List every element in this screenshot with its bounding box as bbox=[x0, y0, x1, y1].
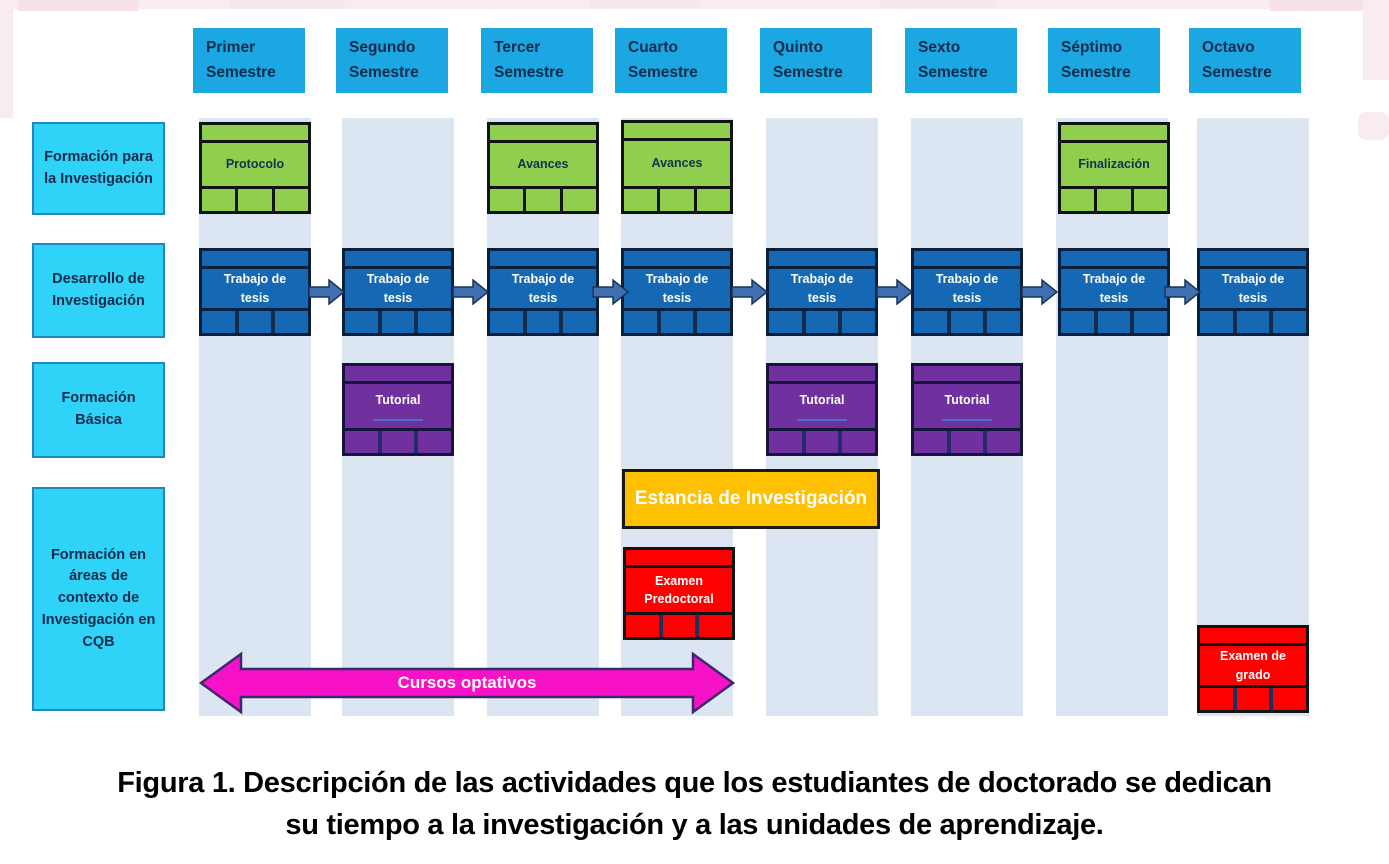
course-box-tutorial-2 bbox=[766, 363, 878, 456]
module-cells bbox=[1061, 186, 1167, 211]
module-top-strip bbox=[914, 366, 1020, 384]
flow-arrow-icon bbox=[452, 278, 490, 306]
background-decoration bbox=[590, 0, 700, 8]
course-box-tesis-8 bbox=[1197, 248, 1309, 336]
cursos-optativos-arrow bbox=[197, 650, 737, 716]
module-top-strip bbox=[1061, 125, 1167, 143]
semester-header-line: Tercer bbox=[494, 39, 541, 56]
semester-header-7 bbox=[1048, 28, 1160, 93]
module-top-strip bbox=[202, 125, 308, 143]
semester-header-2 bbox=[336, 28, 448, 93]
semester-header-line: Semestre bbox=[1202, 63, 1272, 81]
module-top-strip bbox=[769, 251, 875, 269]
course-label: Tutorial bbox=[944, 392, 990, 407]
semester-header-5 bbox=[760, 28, 872, 93]
module-cells bbox=[624, 308, 730, 333]
module-top-strip bbox=[624, 251, 730, 269]
flow-arrow-icon bbox=[731, 278, 769, 306]
module-cells bbox=[769, 308, 875, 333]
row-label-formacion-investigacion: Formación para la Investigación bbox=[32, 122, 165, 215]
course-label: Protocolo bbox=[225, 157, 285, 172]
background-decoration bbox=[1358, 112, 1389, 140]
row-label-formacion-basica: Formación Básica bbox=[32, 362, 165, 458]
course-label: Examen Predoctoral bbox=[644, 573, 714, 606]
module-cells bbox=[490, 186, 596, 211]
underline-decoration bbox=[942, 419, 992, 421]
module-top-strip bbox=[626, 550, 732, 568]
module-cells bbox=[202, 308, 308, 333]
semester-header-line: Octavo bbox=[1202, 39, 1255, 56]
background-decoration bbox=[0, 0, 13, 118]
background-decoration bbox=[230, 0, 345, 9]
flow-arrow-icon bbox=[592, 278, 630, 306]
semester-header-line: Semestre bbox=[628, 63, 698, 81]
flow-arrow-icon bbox=[308, 278, 346, 306]
module-cells bbox=[914, 308, 1020, 333]
course-box-finalizacion bbox=[1058, 122, 1170, 214]
module-top-strip bbox=[490, 251, 596, 269]
course-label: Trabajo de tesis bbox=[645, 272, 709, 305]
course-label: Trabajo de tesis bbox=[366, 272, 430, 305]
course-label: Trabajo de tesis bbox=[1082, 272, 1146, 305]
underline-decoration bbox=[373, 419, 423, 421]
module-top-strip bbox=[490, 125, 596, 143]
semester-header-line: Semestre bbox=[349, 63, 419, 81]
course-label: Trabajo de tesis bbox=[935, 272, 999, 305]
semester-header-1 bbox=[193, 28, 305, 93]
course-label: Examen de grado bbox=[1219, 649, 1286, 682]
semester-header-line: Semestre bbox=[773, 63, 843, 81]
module-top-strip bbox=[345, 366, 451, 384]
course-box-avances-2 bbox=[621, 120, 733, 214]
course-box-tesis-6 bbox=[911, 248, 1023, 336]
course-label: Trabajo de tesis bbox=[223, 272, 287, 305]
course-box-tesis-4 bbox=[621, 248, 733, 336]
course-label: Trabajo de tesis bbox=[511, 272, 575, 305]
semester-header-8 bbox=[1189, 28, 1301, 93]
module-cells bbox=[1200, 685, 1306, 710]
semester-header-line: Quinto bbox=[773, 39, 823, 56]
module-cells bbox=[1200, 308, 1306, 333]
module-cells bbox=[202, 186, 308, 211]
course-label: Trabajo de tesis bbox=[790, 272, 854, 305]
semester-header-line: Séptimo bbox=[1061, 39, 1123, 56]
module-cells bbox=[624, 186, 730, 211]
course-box-avances-1 bbox=[487, 122, 599, 214]
course-label-wrap bbox=[345, 384, 451, 428]
semester-header-line: Semestre bbox=[1061, 63, 1131, 81]
flow-arrow-icon bbox=[876, 278, 914, 306]
figure-caption bbox=[0, 762, 1389, 846]
course-box-tesis-2 bbox=[342, 248, 454, 336]
course-label: Finalización bbox=[1078, 157, 1150, 172]
figure-caption-line-2: su tiempo a la investigación y a las unidades de aprendizaje. bbox=[285, 809, 1104, 841]
course-box-estancia: Estancia de Investigación bbox=[622, 469, 880, 529]
underline-decoration bbox=[797, 419, 847, 421]
course-label: Trabajo de tesis bbox=[1221, 272, 1285, 305]
module-cells bbox=[345, 308, 451, 333]
semester-header-3 bbox=[481, 28, 593, 93]
module-cells bbox=[769, 428, 875, 453]
module-cells bbox=[345, 428, 451, 453]
course-box-examen-predoctoral bbox=[623, 547, 735, 640]
semester-header-4 bbox=[615, 28, 727, 93]
course-box-tesis-5 bbox=[766, 248, 878, 336]
module-top-strip bbox=[769, 366, 875, 384]
module-top-strip bbox=[202, 251, 308, 269]
module-top-strip bbox=[914, 251, 1020, 269]
background-decoration bbox=[18, 0, 138, 11]
course-box-protocolo bbox=[199, 122, 311, 214]
module-cells bbox=[626, 612, 732, 637]
module-top-strip bbox=[1061, 251, 1167, 269]
semester-header-line: Semestre bbox=[206, 63, 276, 81]
module-top-strip bbox=[624, 123, 730, 141]
course-box-tesis-3 bbox=[487, 248, 599, 336]
flow-arrow-icon bbox=[1164, 278, 1202, 306]
background-decoration bbox=[1363, 0, 1389, 80]
semester-header-line: Primer bbox=[206, 39, 256, 56]
figure-caption-line-1: Figura 1. Descripción de las actividades que los estudiantes de doctorado se dedican bbox=[117, 767, 1272, 799]
semester-header-6 bbox=[905, 28, 1017, 93]
row-label-desarrollo-investigacion: Desarrollo de Investigación bbox=[32, 243, 165, 338]
course-label-wrap bbox=[914, 384, 1020, 428]
module-top-strip bbox=[1200, 628, 1306, 646]
cursos-optativos-label: Cursos optativos bbox=[397, 673, 537, 692]
module-cells bbox=[1061, 308, 1167, 333]
semester-header-line: Sexto bbox=[918, 39, 961, 56]
flow-arrow-icon bbox=[1021, 278, 1059, 306]
course-label: Avances bbox=[517, 157, 569, 172]
module-cells bbox=[914, 428, 1020, 453]
semester-header-line: Semestre bbox=[494, 63, 564, 81]
semester-header-line: Cuarto bbox=[628, 39, 678, 56]
course-label-wrap bbox=[769, 384, 875, 428]
semester-header-line: Segundo bbox=[349, 39, 416, 56]
semester-header-line: Semestre bbox=[918, 63, 988, 81]
module-top-strip bbox=[1200, 251, 1306, 269]
background-decoration bbox=[880, 0, 995, 8]
row-label-formacion-contexto-cqb: Formación en áreas de contexto de Investigación en CQB bbox=[32, 487, 165, 711]
course-box-tesis-1 bbox=[199, 248, 311, 336]
module-top-strip bbox=[345, 251, 451, 269]
course-label: Tutorial bbox=[375, 392, 421, 407]
course-label: Tutorial bbox=[799, 392, 845, 407]
module-cells bbox=[490, 308, 596, 333]
course-box-tutorial-3 bbox=[911, 363, 1023, 456]
course-label: Avances bbox=[651, 156, 703, 171]
course-box-tutorial-1 bbox=[342, 363, 454, 456]
course-box-examen-grado bbox=[1197, 625, 1309, 713]
course-box-tesis-7 bbox=[1058, 248, 1170, 336]
